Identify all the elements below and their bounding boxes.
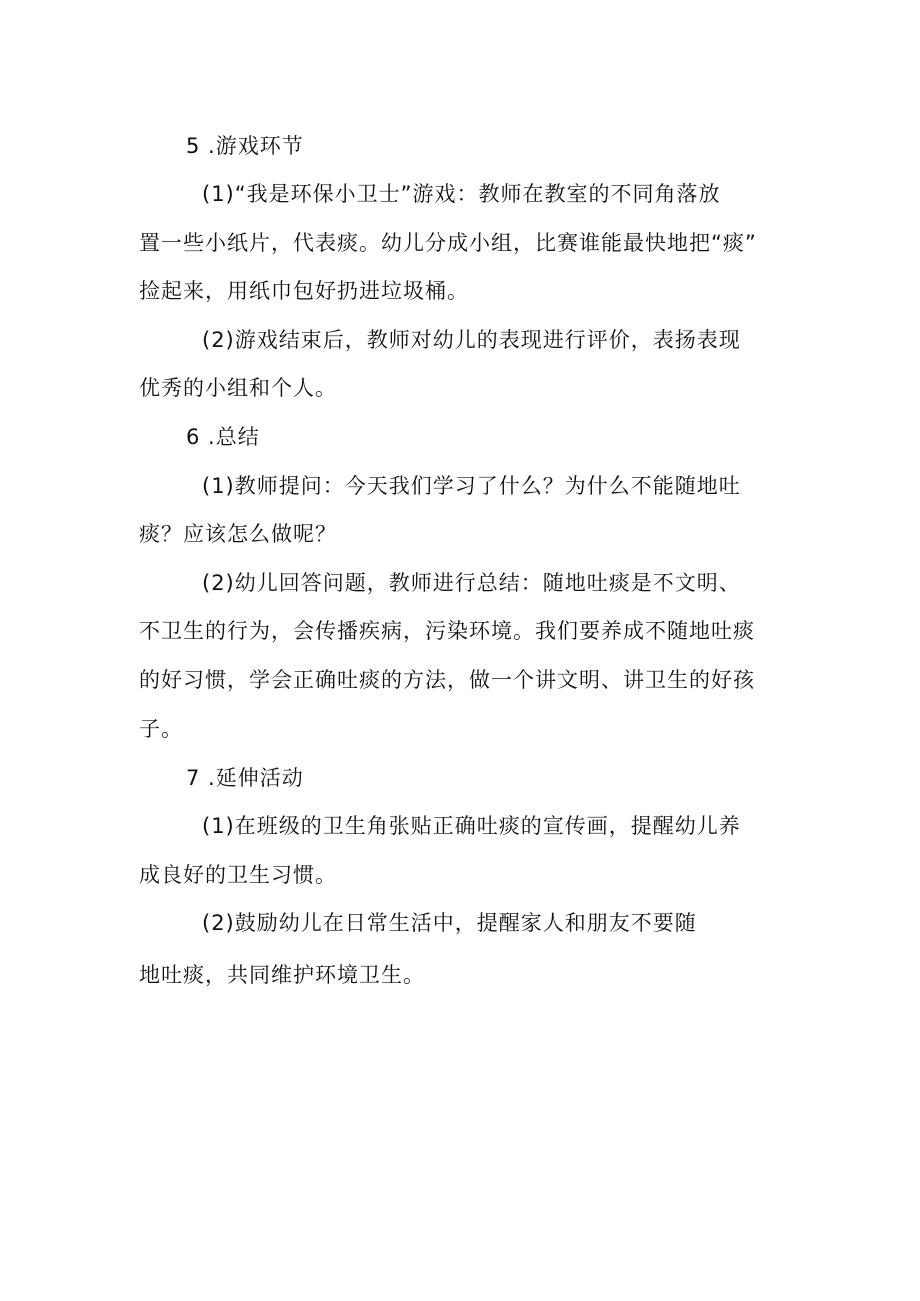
paragraph-6-2-line-2: 不卫生的行为，会传播疾病，污染环境。我们要养成不随地吐痰 <box>139 619 755 643</box>
paragraph-5-1-line-3: 捡起来，用纸巾包好扔进垃圾桶。 <box>139 279 469 303</box>
paragraph-6-1-line-1: (1)教师提问：今天我们学习了什么？为什么不能随地吐 <box>202 474 741 498</box>
paragraph-5-2-line-2: 优秀的小组和个人。 <box>139 376 337 400</box>
paragraph-5-2-line-1: (2)游戏结束后，教师对幼儿的表现进行评价，表扬表现 <box>202 328 741 352</box>
section-heading-6: 6 .总结 <box>186 425 260 449</box>
paragraph-7-1-line-2: 成良好的卫生习惯。 <box>139 863 337 887</box>
paragraph-6-2-line-3: 的好习惯，学会正确吐痰的方法，做一个讲文明、讲卫生的好孩 <box>139 668 755 692</box>
section-heading-7: 7 .延伸活动 <box>186 766 304 790</box>
paragraph-6-2-line-4: 子。 <box>139 717 183 741</box>
paragraph-5-1-line-1: (1)“我是环保小卫士”游戏：教师在教室的不同角落放 <box>202 182 721 206</box>
paragraph-7-1-line-1: (1)在班级的卫生角张贴正确吐痰的宣传画，提醒幼儿养 <box>202 814 741 838</box>
paragraph-7-2-line-2: 地吐痰，共同维护环境卫生。 <box>139 963 425 987</box>
paragraph-7-2-line-1: (2)鼓励幼儿在日常生活中，提醒家人和朋友不要随 <box>202 911 697 935</box>
section-heading-5: 5 .游戏环节 <box>186 134 304 158</box>
paragraph-6-2-line-1: (2)幼儿回答问题，教师进行总结：随地吐痰是不文明、 <box>202 571 741 595</box>
paragraph-6-1-line-2: 痰？应该怎么做呢？ <box>139 522 337 546</box>
paragraph-5-1-line-2: 置一些小纸片，代表痰。幼儿分成小组，比赛谁能最快地把“痰” <box>139 231 757 255</box>
